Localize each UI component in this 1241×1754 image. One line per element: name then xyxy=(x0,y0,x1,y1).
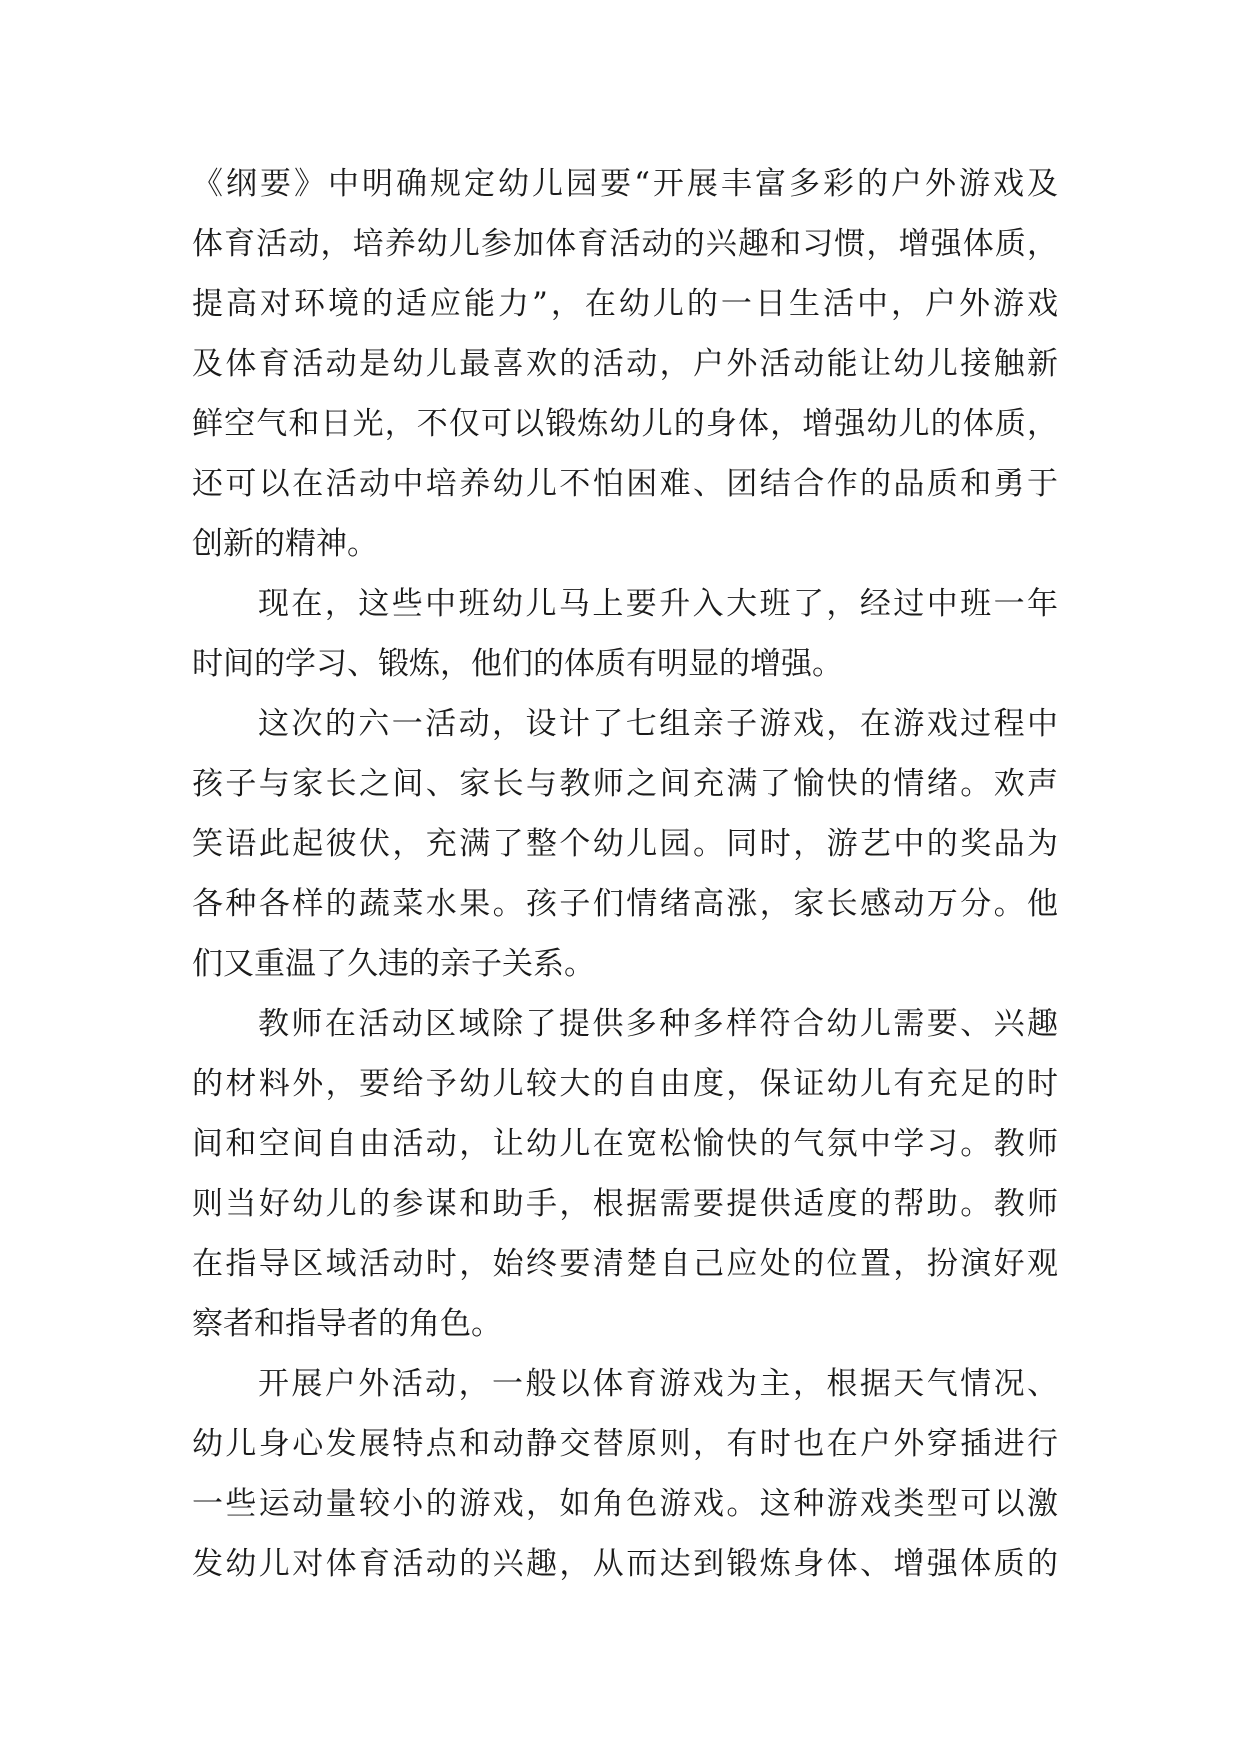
text-line: 创新的精神。 xyxy=(192,526,378,562)
text-line: 这次的六一活动，设计了七组亲子游戏，在游戏过程中 xyxy=(258,706,1058,742)
paragraph-3 xyxy=(192,694,1058,994)
text-line: 各种各样的蔬菜水果。孩子们情绪高涨，家长感动万分。他 xyxy=(192,886,1058,922)
text-line: 时间的学习、锻炼，他们的体质有明显的增强。 xyxy=(192,646,843,682)
text-line: 则当好幼儿的参谋和助手，根据需要提供适度的帮助。教师 xyxy=(192,1186,1058,1222)
text-line: 开展户外活动，一般以体育游戏为主，根据天气情况、 xyxy=(258,1366,1058,1402)
text-line: 笑语此起彼伏，充满了整个幼儿园。同时，游艺中的奖品为 xyxy=(192,826,1058,862)
text-line: 的材料外，要给予幼儿较大的自由度，保证幼儿有充足的时 xyxy=(192,1066,1058,1102)
text-line: 察者和指导者的角色。 xyxy=(192,1306,502,1342)
paragraph-2 xyxy=(192,574,1058,694)
text-line: 们又重温了久违的亲子关系。 xyxy=(192,946,595,982)
paragraph-1 xyxy=(192,154,1058,574)
text-line: 在指导区域活动时，始终要清楚自己应处的位置，扮演好观 xyxy=(192,1246,1058,1282)
text-line: 及体育活动是幼儿最喜欢的活动，户外活动能让幼儿接触新 xyxy=(192,346,1058,382)
document-body xyxy=(192,154,1058,1594)
text-line: 体育活动，培养幼儿参加体育活动的兴趣和习惯，增强体质， xyxy=(192,226,1058,262)
text-line: 发幼儿对体育活动的兴趣，从而达到锻炼身体、增强体质的 xyxy=(192,1546,1058,1582)
text-line: 孩子与家长之间、家长与教师之间充满了愉快的情绪。欢声 xyxy=(192,766,1058,802)
text-line: 提高对环境的适应能力”，在幼儿的一日生活中，户外游戏 xyxy=(192,286,1058,322)
text-line: 现在，这些中班幼儿马上要升入大班了，经过中班一年 xyxy=(258,586,1058,622)
text-line: 《纲要》中明确规定幼儿园要“开展丰富多彩的户外游戏及 xyxy=(192,166,1058,202)
text-line: 鲜空气和日光，不仅可以锻炼幼儿的身体，增强幼儿的体质， xyxy=(192,406,1058,442)
paragraph-5 xyxy=(192,1354,1058,1594)
text-line: 还可以在活动中培养幼儿不怕困难、团结合作的品质和勇于 xyxy=(192,466,1058,502)
text-line: 幼儿身心发展特点和动静交替原则，有时也在户外穿插进行 xyxy=(192,1426,1058,1462)
text-line: 教师在活动区域除了提供多种多样符合幼儿需要、兴趣 xyxy=(258,1006,1058,1042)
paragraph-4 xyxy=(192,994,1058,1354)
text-line: 一些运动量较小的游戏，如角色游戏。这种游戏类型可以激 xyxy=(192,1486,1058,1522)
text-line: 间和空间自由活动，让幼儿在宽松愉快的气氛中学习。教师 xyxy=(192,1126,1058,1162)
